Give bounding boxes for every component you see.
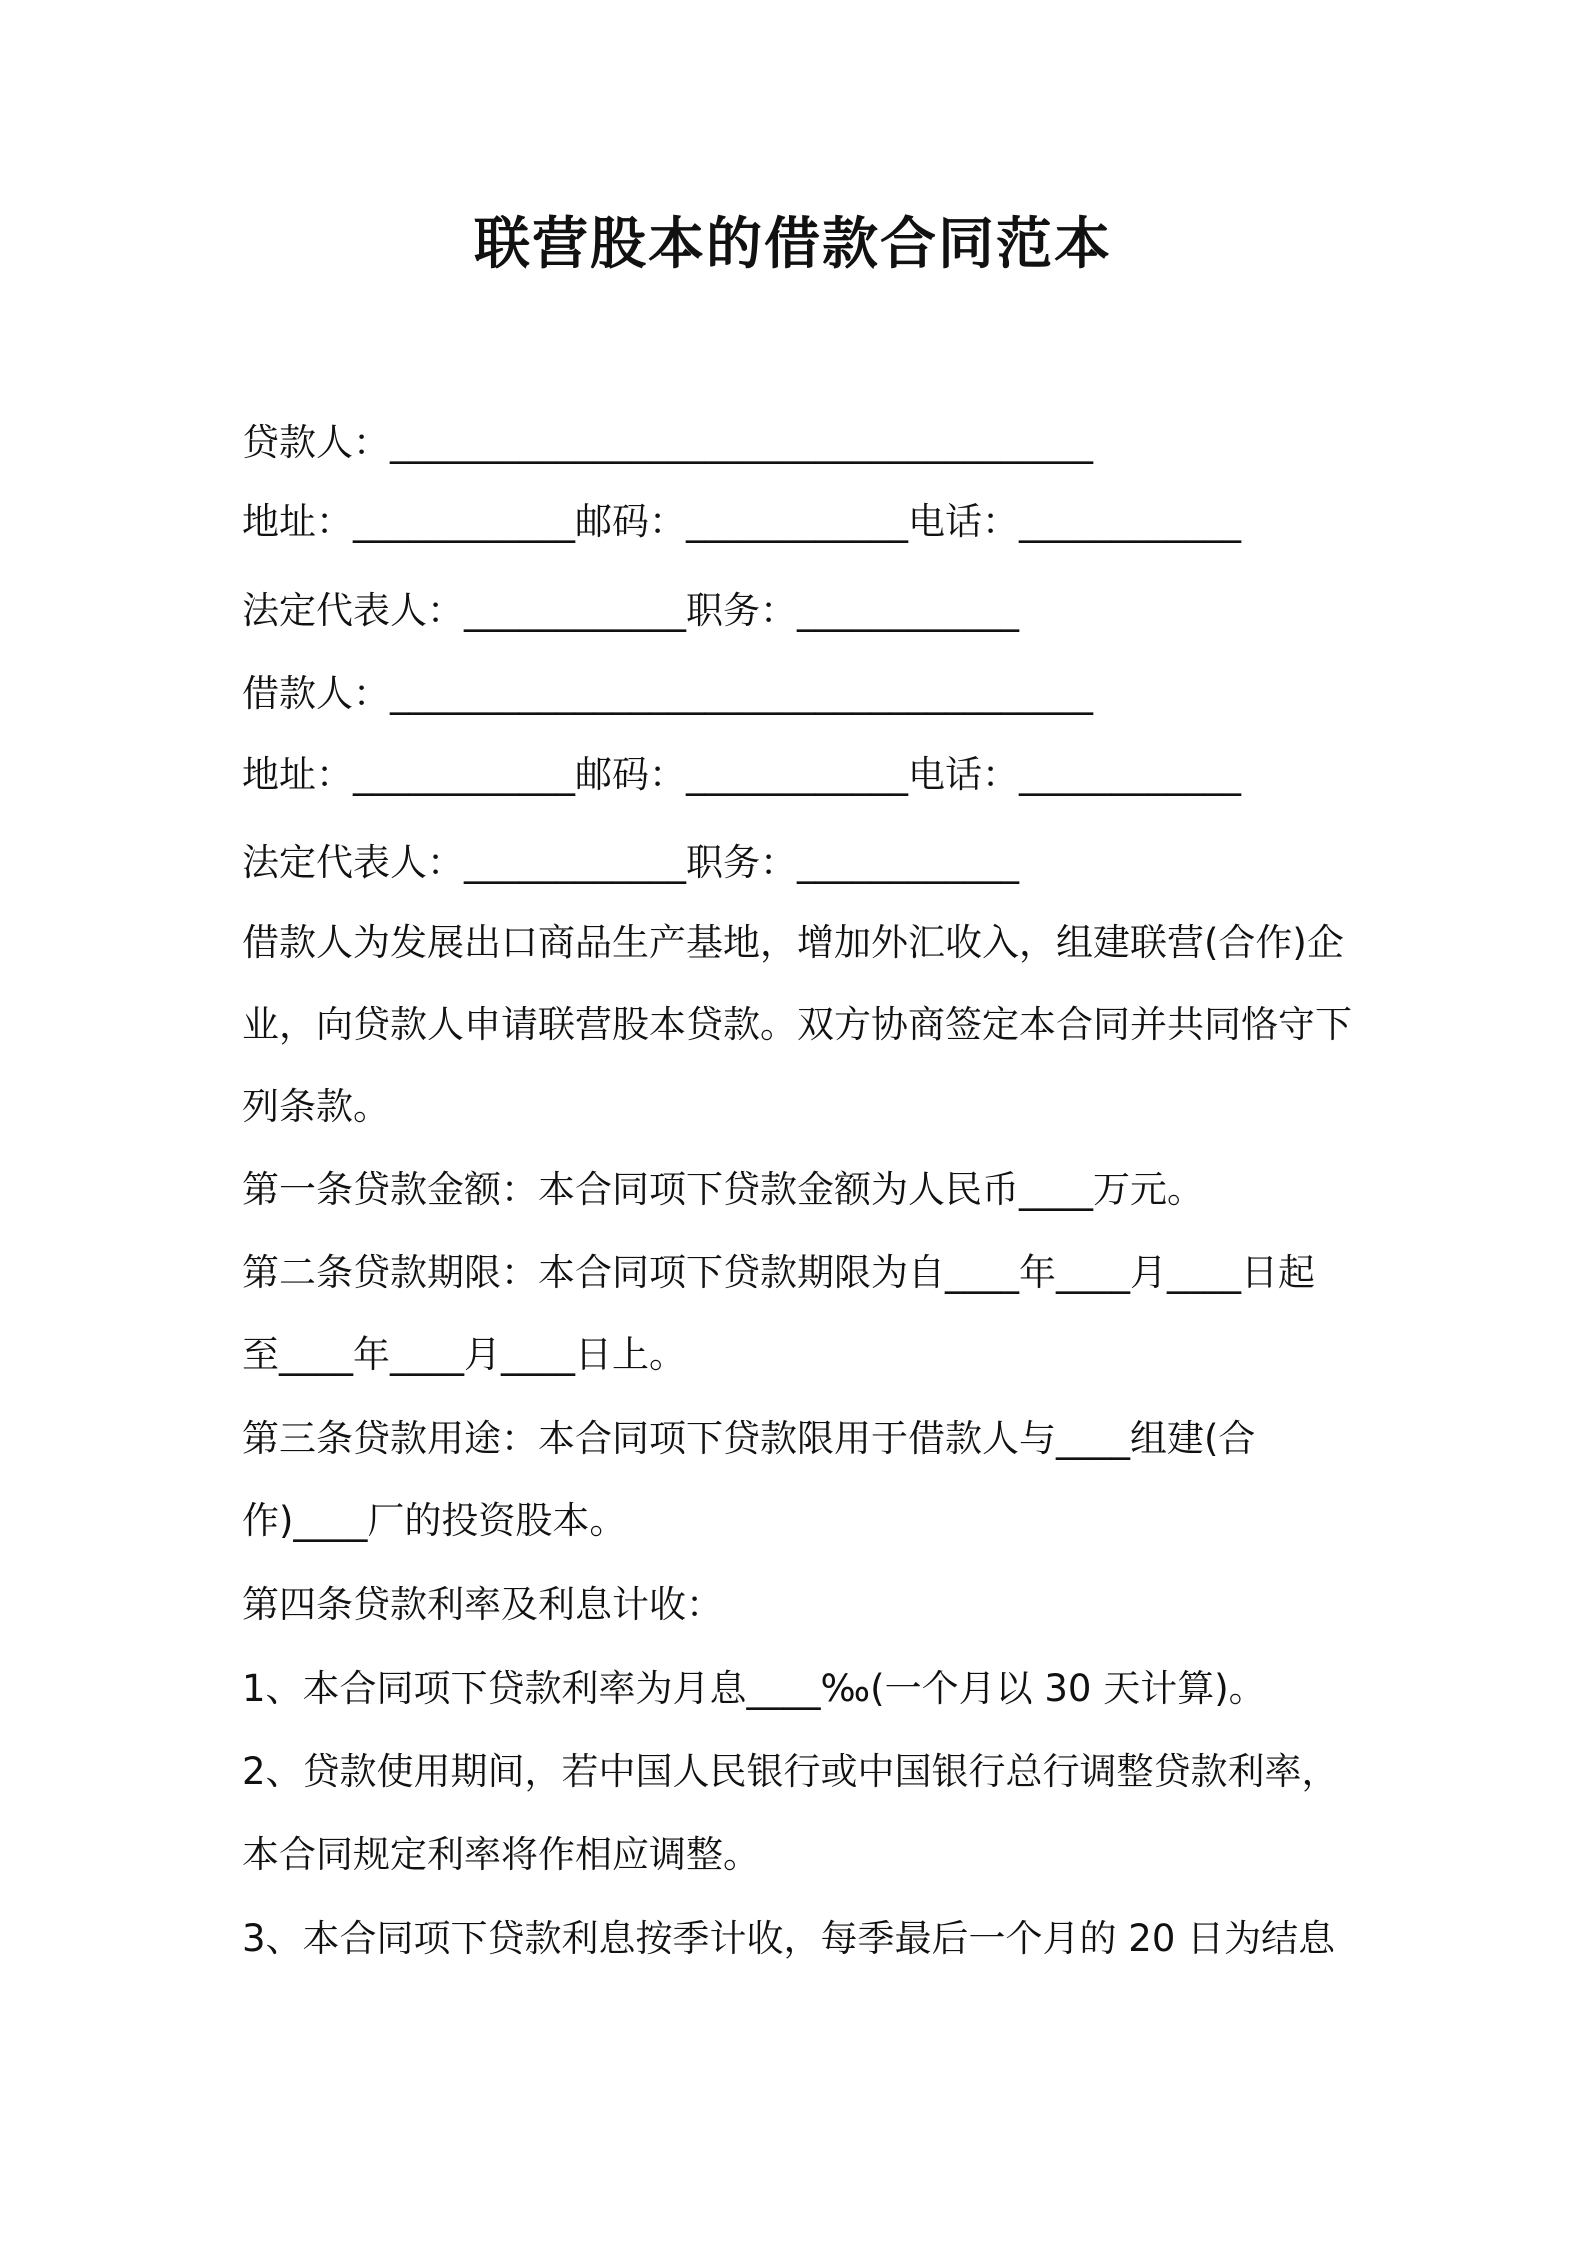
article-2-line-1: 第二条贷款期限：本合同项下贷款期限为自____年____月____日起 [242, 1251, 1315, 1294]
article-1-line: 第一条贷款金额：本合同项下贷款金额为人民币____万元。 [242, 1168, 1204, 1211]
lender-address-line: 地址：____________邮码：____________电话：____________ [242, 500, 1241, 543]
article-3-line-1: 第三条贷款用途：本合同项下贷款限用于借款人与____组建(合 [242, 1417, 1256, 1460]
borrower-representative-line: 法定代表人：____________职务：____________ [242, 841, 1019, 884]
article-4-heading: 第四条贷款利率及利息计收： [242, 1583, 723, 1626]
article-2-line-2: 至____年____月____日上。 [242, 1333, 686, 1376]
article-4-item-3-line-1: 3、本合同项下贷款利息按季计收，每季最后一个月的 20 日为结息 [242, 1917, 1336, 1960]
lender-name-line: 贷款人：______________________________________ [242, 421, 1093, 464]
article-4-item-1: 1、本合同项下贷款利率为月息____‰(一个月以 30 天计算)。 [242, 1667, 1266, 1710]
article-3-line-2: 作)____厂的投资股本。 [242, 1499, 627, 1542]
borrower-name-line: 借款人：______________________________________ [242, 672, 1093, 715]
article-4-item-2-line-1: 2、贷款使用期间，若中国人民银行或中国银行总行调整贷款利率， [242, 1750, 1339, 1793]
article-4-item-2-line-2: 本合同规定利率将作相应调整。 [242, 1833, 760, 1876]
preamble-line-3: 列条款。 [242, 1085, 390, 1128]
document-title: 联营股本的借款合同范本 [474, 212, 1112, 277]
borrower-address-line: 地址：____________邮码：____________电话：____________ [242, 753, 1241, 796]
preamble-line-1: 借款人为发展出口商品生产基地，增加外汇收入，组建联营(合作)企 [242, 921, 1344, 964]
preamble-line-2: 业，向贷款人申请联营股本贷款。双方协商签定本合同并共同恪守下 [242, 1003, 1352, 1046]
lender-representative-line: 法定代表人：____________职务：____________ [242, 589, 1019, 632]
